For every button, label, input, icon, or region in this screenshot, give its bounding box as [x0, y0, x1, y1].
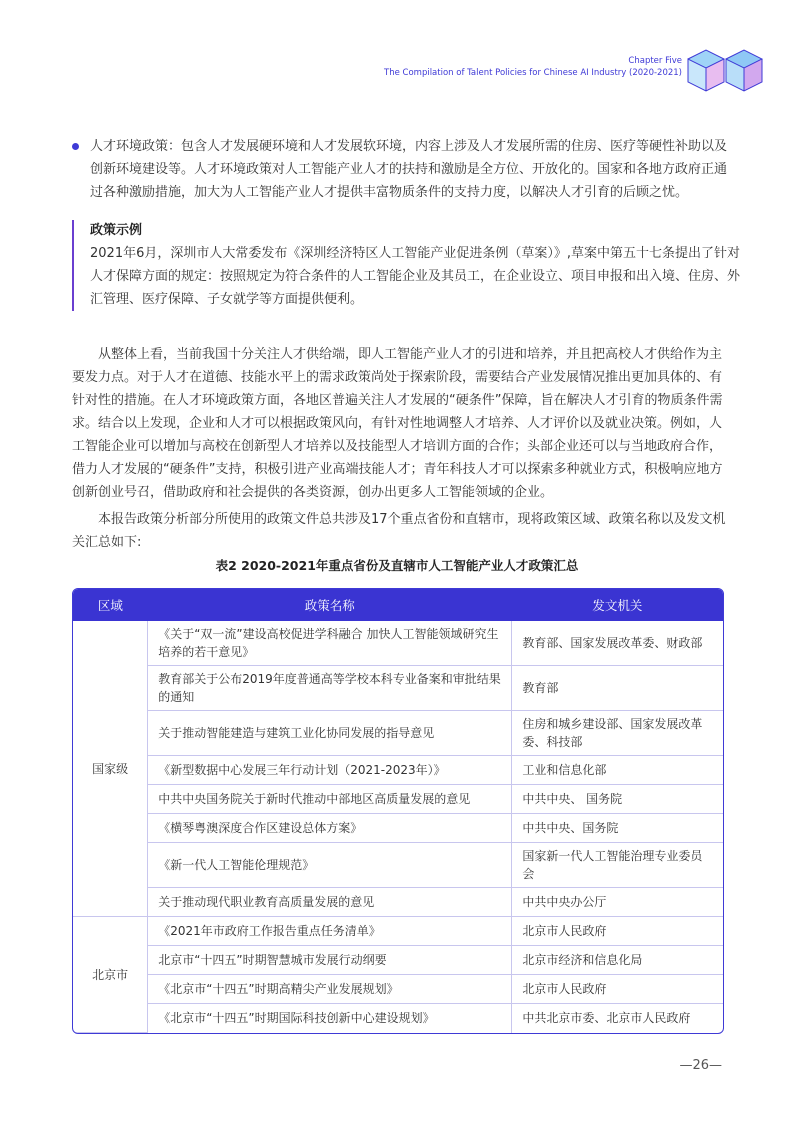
policy-name: 《横琴粤澳深度合作区建设总体方案》 [148, 814, 512, 843]
header-region: 区域 [73, 589, 148, 621]
policy-org: 工业和信息化部 [512, 756, 723, 785]
table-caption: 表2 2020-2021年重点省份及直辖市人工智能产业人才政策汇总 [215, 558, 579, 573]
table-row [73, 843, 723, 888]
policy-table [72, 588, 724, 1034]
policy-org: 中共中央、 国务院 [512, 785, 723, 814]
policy-name: 《新型数据中心发展三年行动计划（2021-2023年）》 [148, 756, 512, 785]
header-org: 发文机关 [512, 589, 723, 621]
policy-name: 北京市“十四五”时期智慧城市发展行动纲要 [148, 946, 512, 975]
policy-org: 教育部 [512, 666, 723, 711]
table-row [73, 888, 723, 917]
policy-name: 《北京市“十四五”时期国际科技创新中心建设规划》 [148, 1004, 512, 1033]
policy-name: 关于推动智能建造与建筑工业化协同发展的指导意见 [148, 711, 512, 756]
policy-org: 中共中央、国务院 [512, 814, 723, 843]
policy-org: 教育部、国家发展改革委、财政部 [512, 621, 723, 666]
cube-logo-icon [686, 45, 766, 101]
policy-org: 北京市经济和信息化局 [512, 946, 723, 975]
policy-name: 《北京市“十四五”时期高精尖产业发展规划》 [148, 975, 512, 1004]
policy-example-box [72, 220, 750, 311]
policy-org: 住房和城乡建设部、国家发展改革委、科技部 [512, 711, 723, 756]
chapter-label: Chapter Five [628, 56, 682, 66]
example-title: 政策示例 [90, 223, 143, 238]
table-row [73, 756, 723, 785]
policy-name: 中共中央国务院关于新时代推动中部地区高质量发展的意见 [148, 785, 512, 814]
table-header-row [73, 589, 723, 621]
region-cell: 国家级 [73, 621, 148, 917]
policy-name: 《2021年市政府工作报告重点任务清单》 [148, 917, 512, 946]
table-row [73, 814, 723, 843]
policy-org: 北京市人民政府 [512, 917, 723, 946]
policy-org: 北京市人民政府 [512, 975, 723, 1004]
policy-name: 关于推动现代职业教育高质量发展的意见 [148, 888, 512, 917]
example-text: 2021年6月，深圳市人大常委发布《深圳经济特区人工智能产业促进条例（草案）》,草案中第五十七条提出了针对人才保障方面的规定：按照规定为符合条件的人工智能企业及其员工，在企业设立、项目申报和出入境、住房、外汇管理、医疗保障、子女就学等方面提供便利。 [90, 246, 741, 307]
page-number: —26— [679, 1058, 722, 1073]
bullet-dot-icon [72, 143, 79, 150]
table-row [73, 946, 723, 975]
policy-org: 中共北京市委、北京市人民政府 [512, 1004, 723, 1033]
policy-name: 《新一代人工智能伦理规范》 [148, 843, 512, 888]
bullet-paragraph [72, 135, 732, 204]
table-row [73, 1004, 723, 1033]
body-paragraph-2: 本报告政策分析部分所使用的政策文件总共涉及17个重点省份和直辖市，现将政策区域、政策名称以及发文机关汇总如下: [72, 512, 726, 550]
table-row [73, 666, 723, 711]
table-row [73, 711, 723, 756]
policy-org: 国家新一代人工智能治理专业委员会 [512, 843, 723, 888]
policy-name: 《关于“双一流”建设高校促进学科融合 加快人工智能领域研究生培养的若干意见》 [148, 621, 512, 666]
chapter-subtitle: The Compilation of Talent Policies for Chinese AI Industry (2020-2021) [384, 68, 682, 78]
policy-name: 教育部关于公布2019年度普通高等学校本科专业备案和审批结果的通知 [148, 666, 512, 711]
table-row [73, 785, 723, 814]
header-name: 政策名称 [148, 589, 512, 621]
body-paragraph-1: 从整体上看，当前我国十分关注人才供给端，即人工智能产业人才的引进和培养，并且把高校人才供给作为主要发力点。对于人才在道德、技能水平上的需求政策尚处于探索阶段，需要结合产业发展情况推出更加具体的、有针对性的措施。在人才环境政策方面，各地区普遍关注人才发展的“硬条件”保障，旨在解决人才引育的物质条件需求。结合以上发现，企业和人才可以根据政策风向，有针对性地调整人才培养、人才评价以及就业决策。例如，人工智能企业可以增加与高校在创新型人才培养以及技能型人才培训方面的合作；头部企业还可以与当地政府合作，借力人才发展的“硬条件”支持，积极引进产业高端技能人才；青年科技人才可以探索多种就业方式，积极响应地方创新创业号召，借助政府和社会提供的各类资源，创办出更多人工智能领域的企业。 [72, 347, 723, 500]
table-row [73, 975, 723, 1004]
table-row [73, 917, 723, 946]
header-text [384, 55, 682, 79]
region-cell: 北京市 [73, 917, 148, 1033]
bullet-text: 人才环境政策：包含人才发展硬环境和人才发展软环境，内容上涉及人才发展所需的住房、医疗等硬性补助以及创新环境建设等。人才环境政策对人工智能产业人才的扶持和激励是全方位、开放化的。国家和各地方政府正通过各种激励措施，加大为人工智能产业人才提供丰富物质条件的支持力度，以解决人才引育的后顾之忧。 [90, 139, 728, 200]
table-row [73, 621, 723, 666]
policy-org: 中共中央办公厅 [512, 888, 723, 917]
